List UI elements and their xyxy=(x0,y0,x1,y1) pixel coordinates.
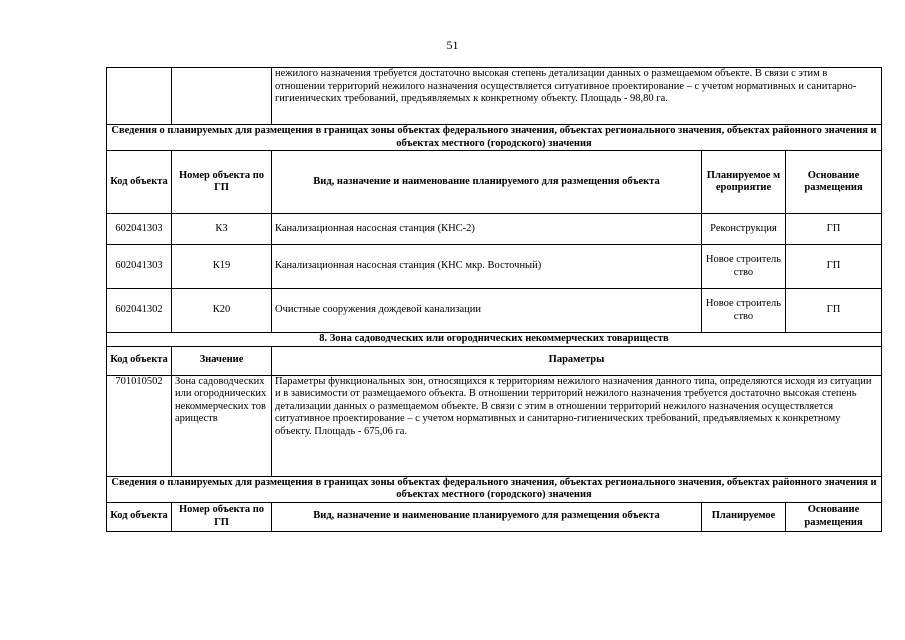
zone-row xyxy=(107,375,882,476)
zone-header-row xyxy=(107,346,882,375)
header-number-2: Номер объекта по ГП xyxy=(172,502,272,531)
object-number: К20 xyxy=(172,289,272,333)
header-basis-2: Основание размещения xyxy=(786,502,882,531)
object-name: Очистные сооружения дождевой канализации xyxy=(272,289,702,333)
header-action-2: Планируемое xyxy=(702,502,786,531)
object-basis: ГП xyxy=(786,214,882,245)
header-number: Номер объекта по ГП xyxy=(172,151,272,214)
zones-table xyxy=(106,67,882,532)
zone-header-code: Код объекта xyxy=(107,346,172,375)
object-basis: ГП xyxy=(786,289,882,333)
header-name-2: Вид, назначение и наименование планируемого для размещения объекта xyxy=(272,502,702,531)
zone-value: Зона садоводческих или огороднических некоммерческих товариществ xyxy=(172,375,272,476)
object-number: К3 xyxy=(172,214,272,245)
object-action: Реконструкция xyxy=(702,214,786,245)
zone-header-params: Параметры xyxy=(272,346,882,375)
objects-header-row xyxy=(107,151,882,214)
object-code: 602041303 xyxy=(107,214,172,245)
previous-zone-params: нежилого назначения требуется достаточно высокая степень детализации данных о размещаемом объекте. В связи с этим в отношении территорий нежилого назначения осуществляется ситуативное проектирование – с учетом нормативных и санитарно-гигиенических требований, предъявляемых к конкретному объекту. Площадь - 98,80 га. xyxy=(272,68,882,125)
object-action: Новое строительство xyxy=(702,289,786,333)
zone-code: 701010502 xyxy=(107,375,172,476)
planned-objects-heading-2: Сведения о планируемых для размещения в границах зоны объектах федерального значения, объектах регионального значения, объектах районного значения и объектах местного (городского) значения xyxy=(107,476,882,502)
object-action: Новое строительство xyxy=(702,245,786,289)
page-number: 51 xyxy=(446,38,459,52)
object-name: Канализационная насосная станция (КНС-2) xyxy=(272,214,702,245)
header-action: Планируемое мероприятие xyxy=(702,151,786,214)
section-heading-row-2 xyxy=(107,476,882,502)
planned-objects-heading: Сведения о планируемых для размещения в границах зоны объектах федерального значения, объектах регионального значения, объектах районного значения и объектах местного (городского) значения xyxy=(107,125,882,151)
section-heading-row xyxy=(107,125,882,151)
previous-zone-continuation-row xyxy=(107,68,882,125)
object-code: 602041303 xyxy=(107,245,172,289)
object-row xyxy=(107,289,882,333)
header-code: Код объекта xyxy=(107,151,172,214)
objects-header-row-2 xyxy=(107,502,882,531)
object-row xyxy=(107,214,882,245)
zone-params: Параметры функциональных зон, относящихся к территориям нежилого назначения данного типа, определяются исходя из ситуации и в зависимости от размещаемого объекта. В отношении территорий нежилого назначения требуется достаточно высокая степень детализации данных о размещаемом объекте. В связи с этим в отношении территорий нежилого назначения осуществляется ситуативное проектирование – с учетом нормативных и санитарно-гигиенических требований, предъявляемых к конкретному объекту. Площадь - 675,06 га. xyxy=(272,375,882,476)
zone-header-value: Значение xyxy=(172,346,272,375)
header-basis: Основание размещения xyxy=(786,151,882,214)
header-code-2: Код объекта xyxy=(107,502,172,531)
object-number: К19 xyxy=(172,245,272,289)
object-name: Канализационная насосная станция (КНС мкр. Восточный) xyxy=(272,245,702,289)
object-row xyxy=(107,245,882,289)
header-name: Вид, назначение и наименование планируемого для размещения объекта xyxy=(272,151,702,214)
object-code: 602041302 xyxy=(107,289,172,333)
zone-heading: 8. Зона садоводческих или огороднических некоммерческих товариществ xyxy=(107,333,882,347)
object-basis: ГП xyxy=(786,245,882,289)
zone-heading-row xyxy=(107,333,882,347)
